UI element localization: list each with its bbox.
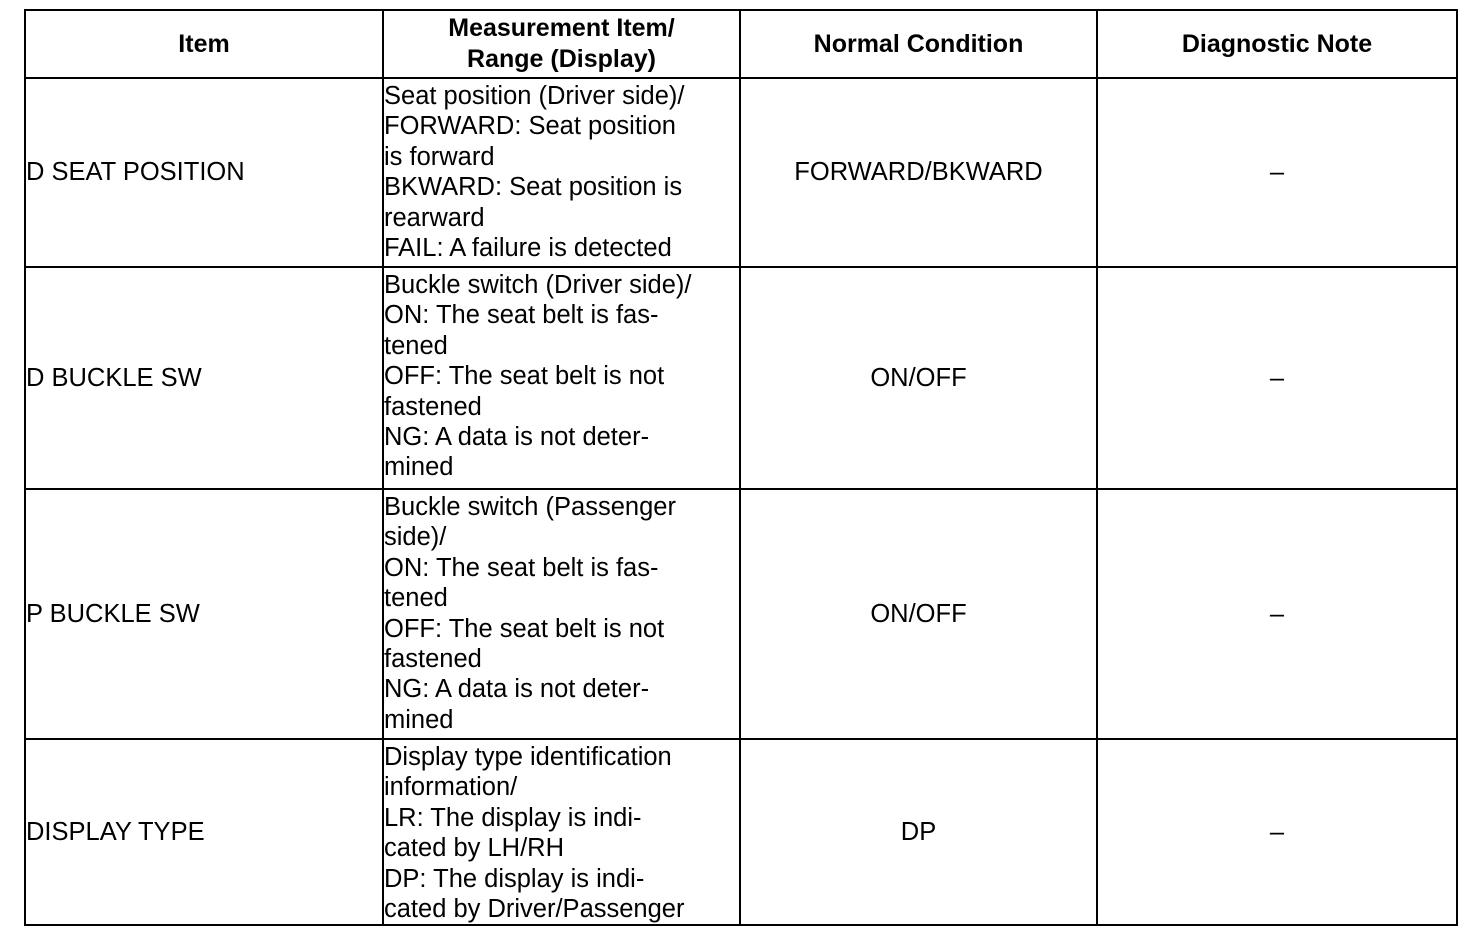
item-cell: DISPLAY TYPE: [25, 739, 383, 925]
table-row: [25, 739, 1457, 925]
measurement-line: NG: A data is not deter-: [384, 423, 650, 452]
measurement-line: Buckle switch (Passenger: [384, 493, 676, 521]
item-cell: D SEAT POSITION: [25, 78, 383, 267]
header-normal-condition: Normal Condition: [740, 10, 1097, 78]
measurement-line: cated by Driver/Passenger: [384, 895, 685, 924]
measurement-line: DP: The display is indi-: [384, 864, 645, 893]
measurement-line: tened: [384, 584, 448, 613]
measurement-line: information/: [384, 773, 518, 802]
header-row: [25, 10, 1457, 78]
item-cell: P BUCKLE SW: [25, 489, 383, 739]
measurement-cell: [383, 489, 740, 739]
measurement-line: LR: The display is indi-: [384, 803, 642, 832]
header-measurement: [383, 10, 740, 78]
table-row: [25, 267, 1457, 489]
table-row: [25, 489, 1457, 739]
header-diagnostic-note: Diagnostic Note: [1097, 10, 1457, 78]
measurement-line: tened: [384, 331, 448, 360]
measurement-cell: [383, 267, 740, 489]
measurement-line: ON: The seat belt is fas-: [384, 553, 659, 582]
measurement-line: Seat position (Driver side)/: [384, 82, 685, 110]
normal-condition-cell: ON/OFF: [740, 489, 1097, 739]
normal-condition-cell: FORWARD/BKWARD: [740, 78, 1097, 267]
measurement-line: NG: A data is not deter-: [384, 675, 650, 704]
measurement-cell: [383, 739, 740, 925]
diagnostic-note-cell: –: [1097, 739, 1457, 925]
table-row: [25, 78, 1457, 267]
measurement-line: cated by LH/RH: [384, 834, 564, 863]
normal-condition-cell: ON/OFF: [740, 267, 1097, 489]
measurement-line: fastened: [384, 392, 482, 421]
diagnostic-note-cell: –: [1097, 267, 1457, 489]
measurement-line: ON: The seat belt is fas-: [384, 301, 659, 330]
data-monitor-table: [24, 9, 1458, 926]
measurement-line: mined: [384, 705, 454, 734]
measurement-line: FORWARD: Seat position: [384, 112, 676, 141]
header-measurement-line: Measurement Item/: [448, 14, 675, 42]
measurement-cell: [383, 78, 740, 267]
normal-condition-cell: DP: [740, 739, 1097, 925]
measurement-line: OFF: The seat belt is not: [384, 614, 665, 643]
measurement-line: BKWARD: Seat position is: [384, 173, 683, 202]
item-cell: D BUCKLE SW: [25, 267, 383, 489]
measurement-line: FAIL: A failure is detected: [384, 234, 672, 263]
measurement-line: mined: [384, 453, 454, 482]
measurement-line: Buckle switch (Driver side)/: [384, 271, 692, 299]
header-measurement-line: Range (Display): [467, 45, 656, 73]
header-item: Item: [25, 10, 383, 78]
measurement-line: is forward: [384, 142, 495, 171]
measurement-line: fastened: [384, 645, 482, 674]
measurement-line: side)/: [384, 523, 447, 552]
diagnostic-note-cell: –: [1097, 489, 1457, 739]
measurement-line: rearward: [384, 203, 485, 232]
diagnostic-note-cell: –: [1097, 78, 1457, 267]
measurement-line: Display type identification: [384, 743, 672, 771]
measurement-line: OFF: The seat belt is not: [384, 362, 665, 391]
